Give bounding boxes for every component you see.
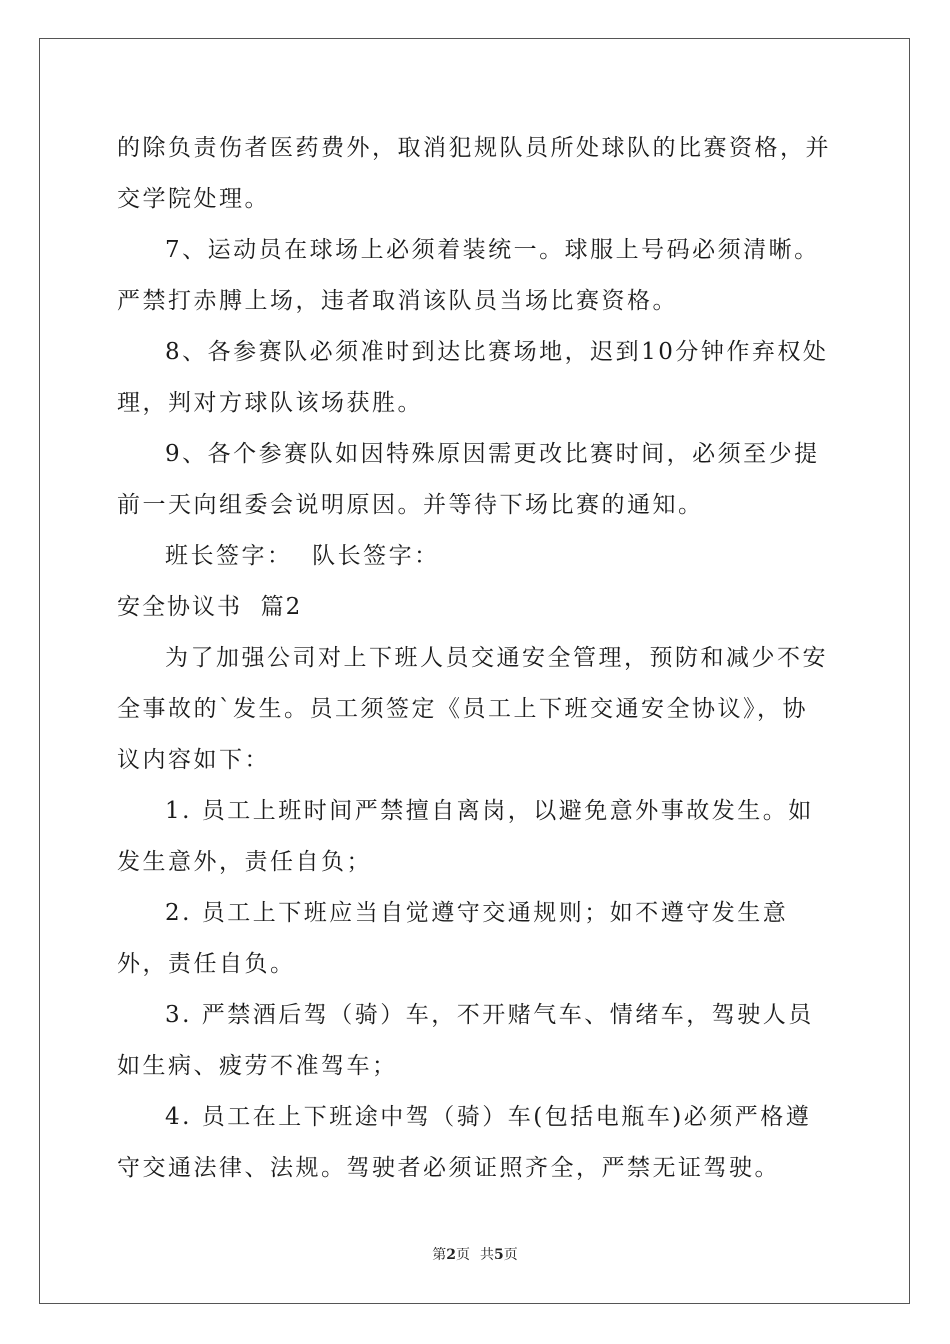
page-footer xyxy=(0,1246,950,1264)
paragraph-item-2: 2. 员工上下班应当自觉遵守交通规则；如不遵守发生意外，责任自负。 xyxy=(117,900,789,977)
document-body xyxy=(117,123,833,1194)
total-pages: 5 xyxy=(494,1247,504,1263)
paragraph-item-3: 3. 严禁酒后驾（骑）车，不开赌气车、情绪车，驾驶人员如生病、疲劳不准驾车； xyxy=(117,1002,814,1079)
paragraph-continued: 的除负责伤者医药费外，取消犯规队员所处球队的比赛资格，并交学院处理。 xyxy=(117,135,831,212)
paragraph-intro: 为了加强公司对上下班人员交通安全管理，预防和减少不安全事故的`发生。员工须签定《员工上下班交通安全协议》，协议内容如下： xyxy=(117,645,828,773)
signature-line: 班长签字： 队长签字： xyxy=(165,543,440,569)
paragraph-rule-8: 8、各参赛队必须准时到达比赛场地，迟到10分钟作弃权处理，判对方球队该场获胜。 xyxy=(117,339,829,416)
page-number: 2 xyxy=(446,1247,456,1263)
paragraph-item-4: 4. 员工在上下班途中驾（骑）车(包括电瓶车)必须严格遵守交通法律、法规。驾驶者必须证照齐全，严禁无证驾驶。 xyxy=(117,1104,812,1181)
page-suffix: 页 xyxy=(456,1247,470,1263)
page-prefix: 第 xyxy=(432,1247,447,1263)
section-title: 安全协议书 篇2 xyxy=(117,594,303,620)
paragraph-rule-7: 7、运动员在球场上必须着装统一。球服上号码必须清晰。严禁打赤膊上场，违者取消该队员当场比赛资格。 xyxy=(117,237,820,314)
paragraph-item-1: 1. 员工上班时间严禁擅自离岗，以避免意外事故发生。如发生意外，责任自负； xyxy=(117,798,814,875)
paragraph-rule-9: 9、各个参赛队如因特殊原因需更改比赛时间，必须至少提前一天向组委会说明原因。并等待下场比赛的通知。 xyxy=(117,441,820,518)
total-suffix: 页 xyxy=(503,1247,518,1263)
total-prefix: 共 xyxy=(480,1247,494,1263)
